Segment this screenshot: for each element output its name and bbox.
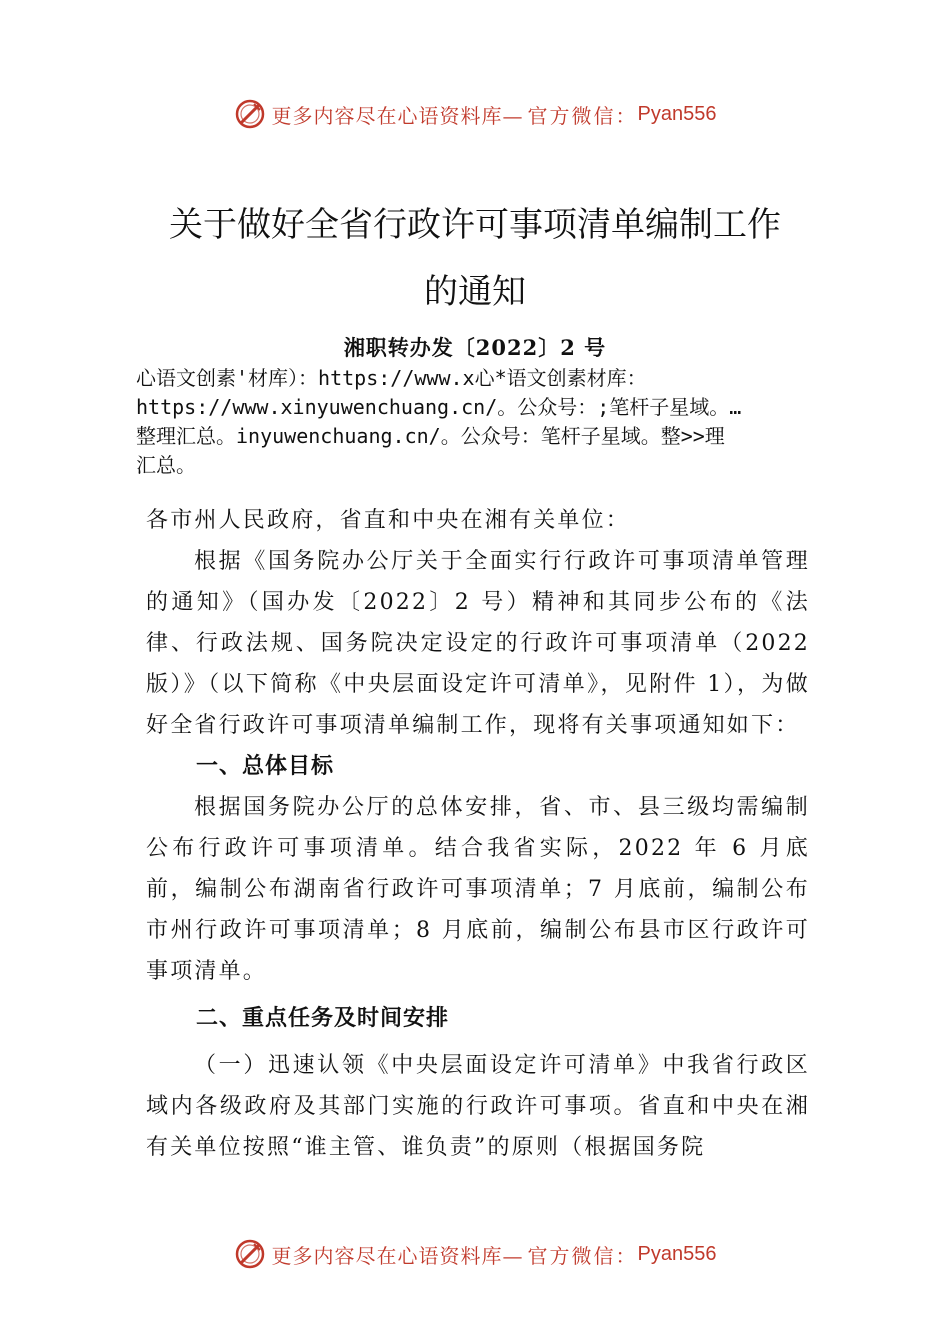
watermark-text-block bbox=[136, 364, 842, 480]
document-title-line-1: 关于做好全省行政许可事项清单编制工作 bbox=[169, 205, 781, 245]
banner-promo-text: 更多内容尽在心语资料库— bbox=[271, 103, 524, 128]
section-1-paragraph: 根据国务院办公厅的总体安排，省、市、县三级均需编制公布行政许可事项清单。结合我省实际，2022 年 6 月底前，编制公布湖南省行政许可事项清单；7 月底前，编制公布市州行政许可事项清单；8 月底前，编制公布县市区行政许可事项清单。 bbox=[146, 795, 810, 984]
section-heading-2: 二、重点任务及时间安排 bbox=[196, 1006, 450, 1031]
intro-paragraph: 根据《国务院办公厅关于全面实行行政许可事项清单管理的通知》（国办发〔2022〕2 号）精神和其同步公布的《法律、行政法规、国务院决定设定的行政许可事项清单（2022 版）》（以下简称《中央层面设定许可清单》，见附件 1），为做好全省行政许可事项清单编制工作，现将有关事项通知如下： bbox=[146, 549, 810, 738]
brush-seal-logo-icon bbox=[234, 1238, 266, 1270]
salutation: 各市州人民政府，省直和中央在湘有关单位： bbox=[146, 508, 631, 533]
watermark-line: 汇总。 bbox=[136, 453, 196, 477]
watermark-line: 心语文创素'材库）：https://www.x心*语文创素材库： bbox=[136, 366, 647, 390]
header-banner bbox=[0, 94, 950, 134]
brush-seal-logo-icon bbox=[234, 98, 266, 130]
banner-wechat-id: Pyan556 bbox=[637, 102, 717, 125]
watermark-line: https://www.xinyuwenchuang.cn/。公众号：;笔杆子星域。… bbox=[136, 395, 742, 419]
banner-promo-text: 更多内容尽在心语资料库— bbox=[271, 1243, 524, 1268]
section-2-paragraph: （一）迅速认领《中央层面设定许可清单》中我省行政区域内各级政府及其部门实施的行政许可事项。省直和中央在湘有关单位按照“谁主管、谁负责”的原则（根据国务院 bbox=[146, 1053, 810, 1160]
watermark-line: 整理汇总。inyuwenchuang.cn/。公众号：笔杆子星域。整>>理 bbox=[136, 424, 725, 448]
section-heading-1: 一、总体目标 bbox=[196, 754, 335, 779]
document-body bbox=[146, 500, 810, 1168]
document-title-line-2: 的通知 bbox=[424, 272, 526, 312]
document-number: 湘职转办发〔2022〕2 号 bbox=[343, 335, 607, 360]
banner-wechat-label: 官方微信： bbox=[527, 1243, 638, 1268]
banner-wechat-label: 官方微信： bbox=[527, 103, 638, 128]
footer-banner bbox=[0, 1234, 950, 1274]
banner-wechat-id: Pyan556 bbox=[637, 1242, 717, 1265]
